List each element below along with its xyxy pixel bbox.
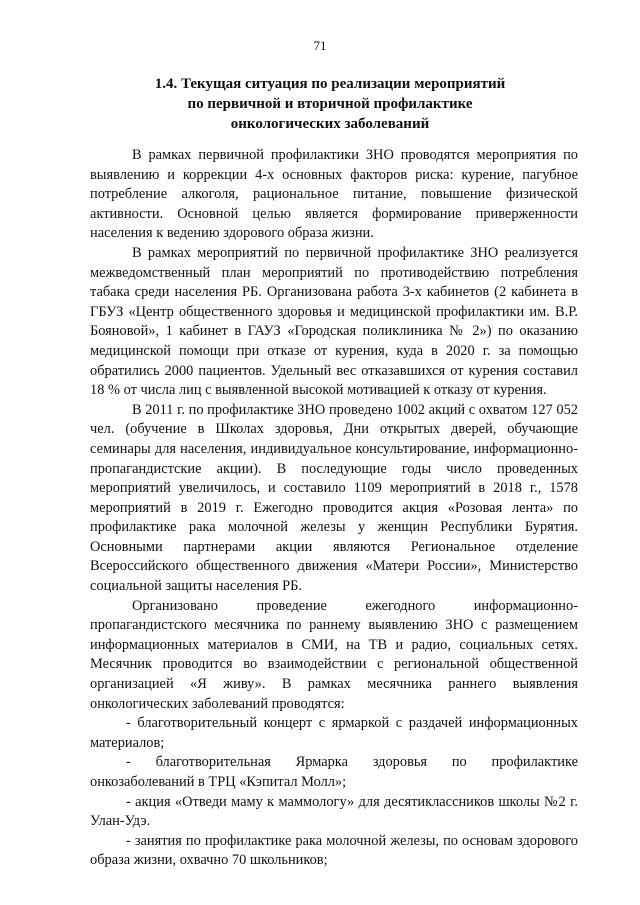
list-item-school-classes: - занятия по профилактике рака молочной железы, по основам здорового образа жизни, охвачно 70 школьников;	[90, 832, 578, 869]
heading-line-2: по первичной и вторичной профилактике	[187, 96, 473, 112]
paragraph-tobacco-plan: В рамках мероприятий по первичной профилактике ЗНО реализуется межведомственный план мероприятий по противодействию потребления табака среди населения РБ. Организована работа 3-х кабинетов (2 кабинета в ГБУЗ «Центр общественного здоровья и медицинской профилактики им. В.Р. Бояновой», 1 кабинет в ГАУЗ «Городская поликлиника № 2») по оказанию медицинской помощи при отказе от курения, куда в 2020 г. за помощью обратились 2000 пациентов. Удельный вес отказавшихся от курения составил 18 % от числа лиц с выявленной высокой мотивацией к отказу от курения.	[90, 244, 578, 399]
list-item-mammologist-action: - акция «Отведи маму к маммологу» для десятиклассников школы №2 г. Улан-Удэ.	[90, 793, 578, 830]
paragraph-primary-prevention: В рамках первичной профилактики ЗНО проводятся мероприятия по выявлению и коррекции 4-х основных факторов риска: курение, пагубное потребление алкоголя, рациональное питание, повышение физической активности. Основной целью является формирование приверженности населения к ведению здорового образа жизни.	[90, 147, 578, 242]
list-item-charity-concert: - благотворительный концерт с ярмаркой с раздачей информационных материалов;	[90, 715, 578, 751]
heading-line-3: онкологических заболеваний	[230, 116, 430, 132]
body-text	[90, 146, 578, 871]
heading-line-1: 1.4. Текущая ситуация по реализации мероприятий	[154, 76, 506, 92]
paragraph-early-detection-month: Организовано проведение ежегодного информационно-пропагандистского месячника по раннему выявлению ЗНО с размещением информационных материалов в СМИ, на ТВ и радио, социальных сетях. Месячник проводится во взаимодействии с региональной общественной организацией «Я живу». В рамках месячника раннего выявления онкологических заболеваний проводятся:	[90, 597, 578, 712]
list-item-health-fair: - благотворительная Ярмарка здоровья по профилактике онкозаболеваний в ТРЦ «Кэпитал Молл»;	[90, 754, 578, 790]
paragraph-actions-2011: В 2011 г. по профилактике ЗНО проведено 1002 акций с охватом 127 052 чел. (обучение в Школах здоровья, Дни открытых дверей, обучающие семинары для населения, индивидуальное консультирование, информационно-пропагандистские акции). В последующие годы число проведенных мероприятий увеличилось, и составило 1109 мероприятий в 2018 г., 1578 мероприятий в 2019 г. Ежегодно проводится акция «Розовая лента» по профилактике рака молочной железы у женщин Республики Бурятия. Основными партнерами акции являются Региональное отделение Всероссийского общественного движения «Матери России», Министерство социальной защиты населения РБ.	[90, 401, 578, 595]
section-heading	[100, 74, 560, 134]
page-number: 71	[313, 38, 327, 53]
